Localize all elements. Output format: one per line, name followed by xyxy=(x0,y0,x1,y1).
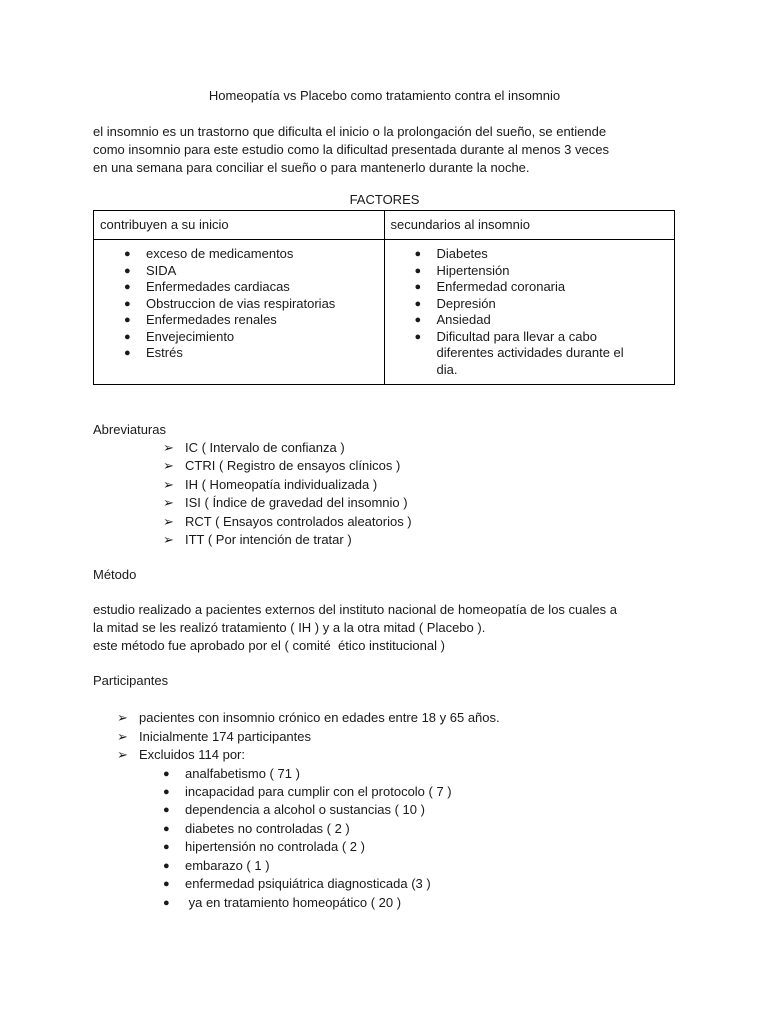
list-item-text: Enfermedad coronaria xyxy=(436,279,566,294)
arrow-bullet-icon: ➢ xyxy=(163,495,174,511)
list-item-text: SIDA xyxy=(146,262,177,278)
list-item-text: hipertensión no controlada ( 2 ) xyxy=(185,839,365,855)
document-page xyxy=(93,87,676,912)
arrow-bullet-icon: ➢ xyxy=(117,710,128,726)
list-item-text: Estrés xyxy=(146,345,183,360)
list-item-text: analfabetismo ( 71 ) xyxy=(185,765,300,781)
list-item-text: enfermedad psiquiátrica diagnosticada (3 ) xyxy=(185,876,431,892)
list-item xyxy=(415,329,669,379)
metodo-line: la mitad se les realizó tratamiento ( IH ) y a la otra mitad ( Placebo ). xyxy=(93,620,486,636)
bullet-icon: ● xyxy=(163,822,170,835)
list-item-text: ITT ( Por intención de tratar ) xyxy=(185,532,352,548)
list-item-text: diabetes no controladas ( 2 ) xyxy=(185,820,350,836)
col2-list xyxy=(385,246,669,378)
list-item xyxy=(124,279,378,296)
list-item xyxy=(124,263,378,280)
abreviaturas-label: Abreviaturas xyxy=(93,422,166,437)
list-item xyxy=(163,894,676,912)
list-item xyxy=(124,329,378,346)
list-item-text: IC ( Intervalo de confianza ) xyxy=(185,440,345,455)
list-item-text: Dificultad para llevar a cabo diferentes actividades durante el dia. xyxy=(436,328,624,377)
list-item xyxy=(163,513,676,531)
list-item-text: Depresión xyxy=(436,295,496,311)
bullet-icon: ● xyxy=(124,330,131,343)
factores-title: FACTORES xyxy=(349,192,420,207)
list-item-text: Inicialmente 174 participantes xyxy=(139,728,311,744)
list-item xyxy=(415,246,669,263)
bullet-icon: ● xyxy=(414,330,422,343)
arrow-bullet-icon: ➢ xyxy=(163,458,174,474)
list-item xyxy=(163,494,676,512)
list-item xyxy=(117,746,676,764)
bullet-icon: ● xyxy=(124,264,131,277)
list-item-text: dependencia a alcohol o sustancias ( 10 ) xyxy=(185,802,425,818)
list-item xyxy=(163,439,676,457)
factores-col2-cell xyxy=(384,240,675,385)
list-item-text: Excluidos 114 por: xyxy=(139,747,245,763)
list-item xyxy=(163,783,676,801)
factores-col1-cell xyxy=(94,240,385,385)
list-item xyxy=(124,312,378,329)
list-item xyxy=(117,728,676,746)
bullet-icon: ● xyxy=(163,804,170,817)
intro-line: en una semana para conciliar el sueño o para mantenerlo durante la noche. xyxy=(93,160,530,175)
abreviaturas-list xyxy=(93,439,676,549)
factores-body-row xyxy=(94,240,675,385)
intro-paragraph xyxy=(93,123,676,177)
bullet-icon: ● xyxy=(163,786,170,799)
bullet-icon: ● xyxy=(414,297,422,310)
list-item xyxy=(163,875,676,893)
bullet-icon: ● xyxy=(163,859,170,872)
bullet-icon: ● xyxy=(124,248,131,260)
list-item-text: RCT ( Ensayos controlados aleatorios ) xyxy=(185,513,412,529)
bullet-icon: ● xyxy=(414,314,422,326)
factores-col1-header: contribuyen a su inicio xyxy=(94,211,385,240)
participantes-label: Participantes xyxy=(93,673,169,689)
bullet-icon: ● xyxy=(124,281,131,293)
list-item xyxy=(117,709,676,727)
excluidos-list xyxy=(93,765,676,912)
list-item xyxy=(415,312,669,329)
list-item-text: IH ( Homeopatía individualizada ) xyxy=(185,476,378,492)
document-title: Homeopatía vs Placebo como tratamiento contra el insomnio xyxy=(208,88,561,103)
list-item xyxy=(163,820,676,838)
arrow-bullet-icon: ➢ xyxy=(117,728,128,744)
list-item-text: Obstruccion de vias respiratorias xyxy=(146,295,336,311)
list-item xyxy=(163,531,676,549)
bullet-icon: ● xyxy=(124,297,131,310)
bullet-icon: ● xyxy=(414,248,422,260)
list-item-text: Enfermedades cardiacas xyxy=(146,279,290,294)
arrow-bullet-icon: ➢ xyxy=(163,513,174,529)
arrow-bullet-icon: ➢ xyxy=(163,440,174,455)
list-item-text: incapacidad para cumplir con el protocolo ( 7 ) xyxy=(185,784,452,800)
bullet-icon: ● xyxy=(163,896,170,909)
list-item-text: Hipertensión xyxy=(436,262,510,278)
bullet-icon: ● xyxy=(163,841,170,854)
list-item xyxy=(124,246,378,263)
arrow-bullet-icon: ➢ xyxy=(163,532,174,548)
bullet-icon: ● xyxy=(163,878,170,891)
list-item-text: Enfermedades renales xyxy=(146,312,277,327)
list-item xyxy=(163,476,676,494)
participantes-list xyxy=(93,709,676,764)
list-item-text: Envejecimiento xyxy=(146,328,235,344)
factores-col2-header: secundarios al insomnio xyxy=(384,211,675,240)
list-item xyxy=(124,345,378,362)
col1-list xyxy=(94,246,378,362)
list-item-text: exceso de medicamentos xyxy=(146,246,294,261)
list-item-text: pacientes con insomnio crónico en edades entre 18 y 65 años. xyxy=(139,710,500,726)
list-item xyxy=(415,296,669,313)
list-item xyxy=(415,263,669,280)
list-item-text: Diabetes xyxy=(436,246,488,261)
list-item-text: ya en tratamiento homeopático ( 20 ) xyxy=(185,894,402,910)
factores-table xyxy=(93,210,675,385)
list-item xyxy=(124,296,378,313)
list-item xyxy=(163,857,676,875)
list-item xyxy=(163,765,676,783)
factores-header-row xyxy=(94,211,675,240)
bullet-icon: ● xyxy=(414,264,422,277)
arrow-bullet-icon: ➢ xyxy=(163,476,174,492)
metodo-line: estudio realizado a pacientes externos del instituto nacional de homeopatía de los cuales a xyxy=(93,602,617,618)
metodo-paragraph xyxy=(93,601,676,655)
bullet-icon: ● xyxy=(124,314,131,326)
list-item xyxy=(415,279,669,296)
list-item-text: embarazo ( 1 ) xyxy=(185,857,270,873)
bullet-icon: ● xyxy=(124,347,131,359)
list-item xyxy=(163,801,676,819)
bullet-icon: ● xyxy=(163,767,170,780)
metodo-label: Método xyxy=(93,567,137,583)
list-item xyxy=(163,457,676,475)
list-item-text: Ansiedad xyxy=(436,312,491,327)
intro-line: el insomnio es un trastorno que dificulta el inicio o la prolongación del sueño, se entiende xyxy=(93,124,607,139)
list-item-text: CTRI ( Registro de ensayos clínicos ) xyxy=(185,458,401,474)
list-item xyxy=(163,838,676,856)
intro-line: como insomnio para este estudio como la dificultad presentada durante al menos 3 veces xyxy=(93,142,609,157)
arrow-bullet-icon: ➢ xyxy=(117,747,128,763)
list-item-text: ISI ( Índice de gravedad del insomnio ) xyxy=(185,495,408,511)
metodo-line: este método fue aprobado por el ( comité ético institucional ) xyxy=(93,638,445,654)
bullet-icon: ● xyxy=(414,281,422,293)
